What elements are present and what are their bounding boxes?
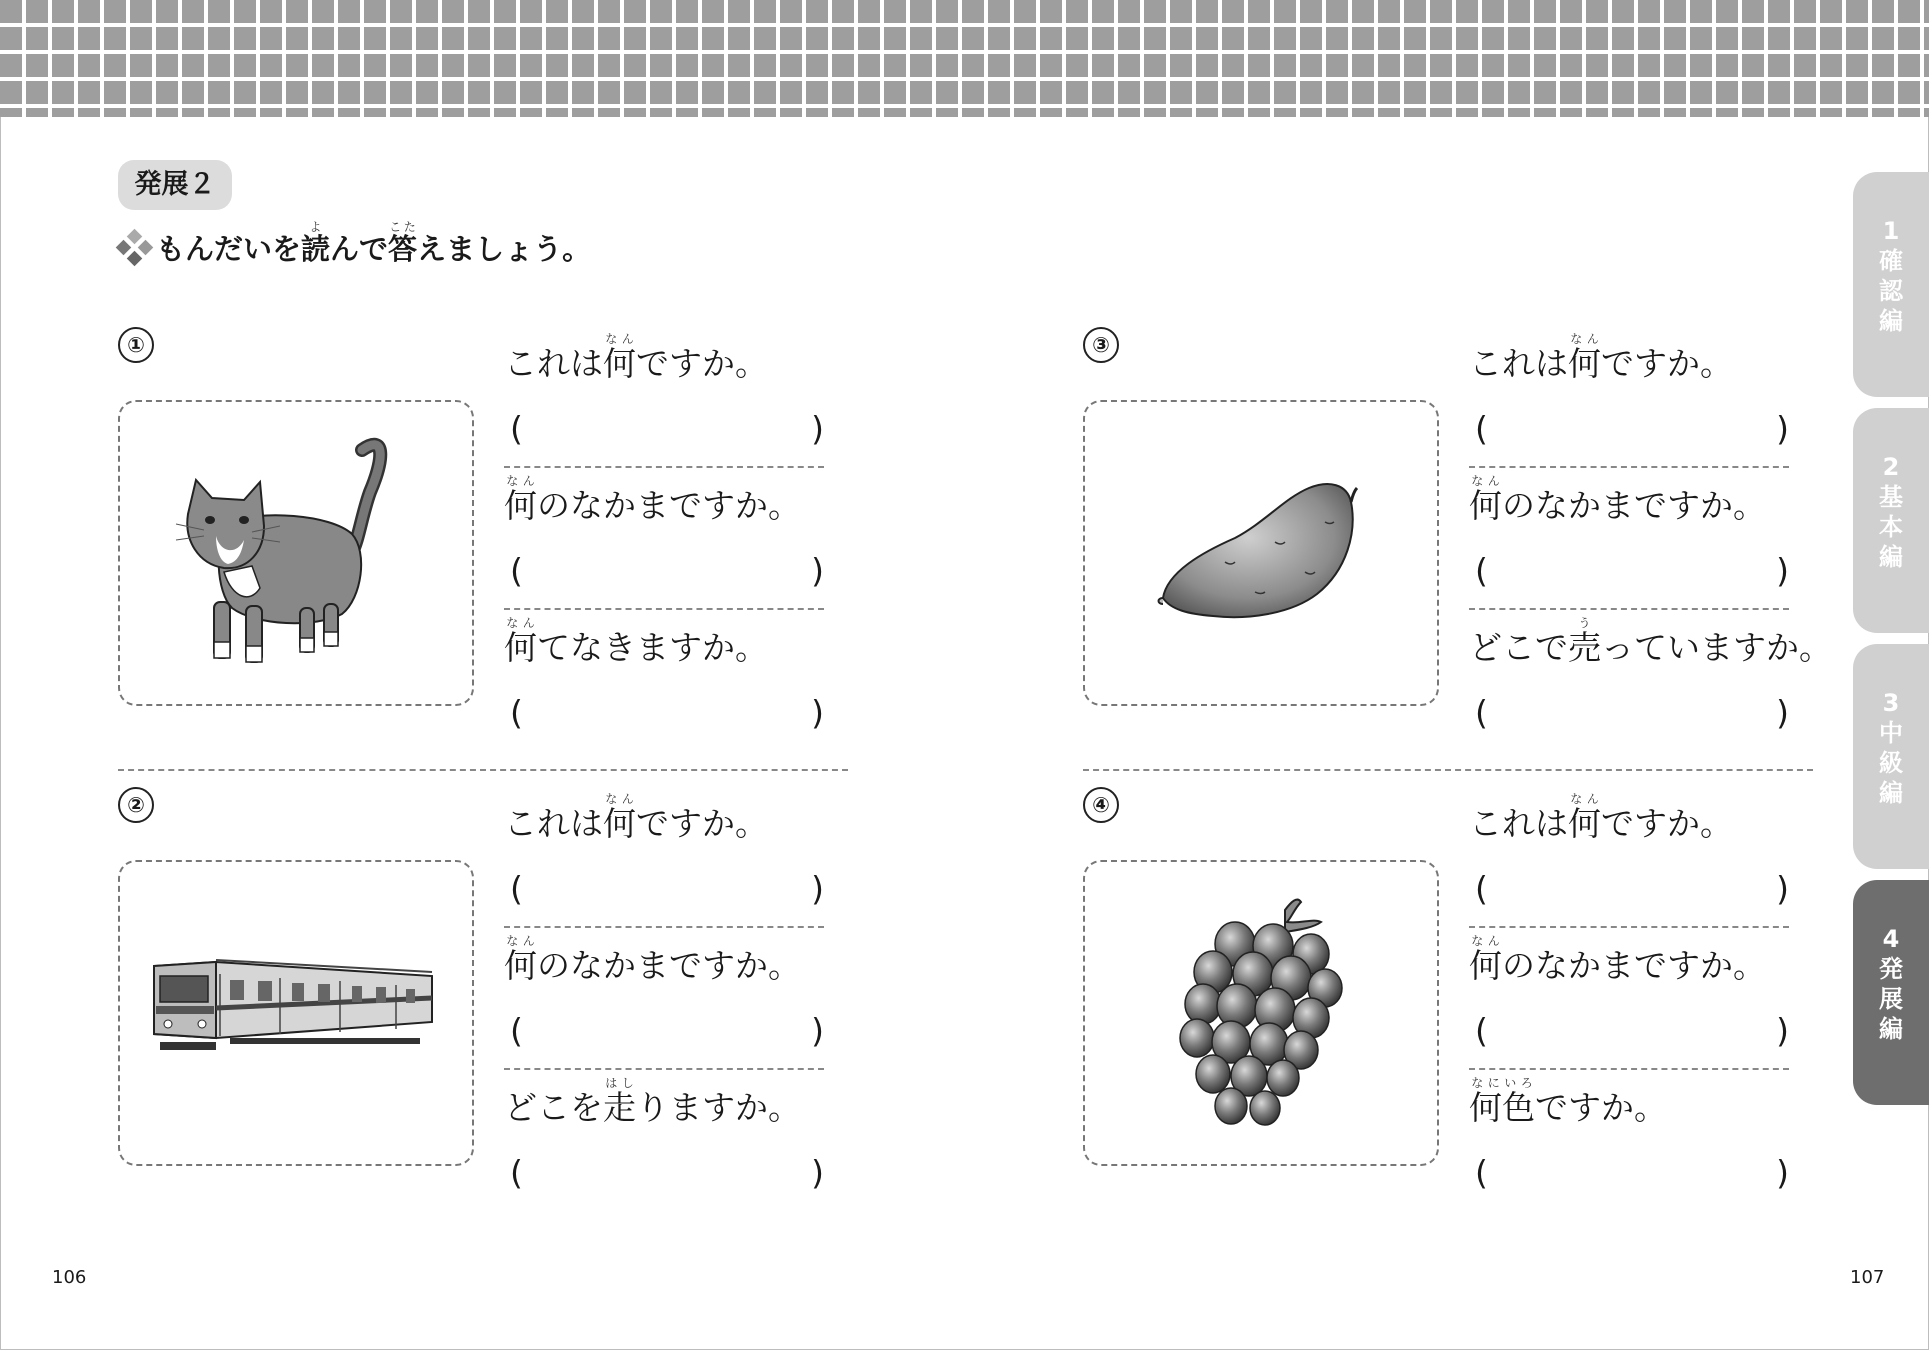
answer-separator <box>1469 466 1789 468</box>
tab-chapter-1[interactable]: 1 確 認 編 <box>1853 172 1929 397</box>
answer-blank-3[interactable]: ( ) <box>510 693 824 732</box>
question-3: 何なんてなきますか。 <box>504 616 768 667</box>
picture-box <box>118 400 474 706</box>
answer-blank-1[interactable]: ( ) <box>510 409 824 448</box>
answer-blank-2[interactable]: ( ) <box>1475 551 1789 590</box>
problem-4 <box>1083 782 1929 1242</box>
answer-separator <box>504 926 824 928</box>
question-2: 何なんのなかまですか。 <box>1469 474 1766 525</box>
sweet-potato-illustration <box>1085 402 1437 704</box>
instruction-kanji-answer: 答こた <box>388 220 418 266</box>
problem-number: ④ <box>1083 787 1119 823</box>
answer-separator <box>504 466 824 468</box>
problem-1 <box>118 322 1078 782</box>
answer-blank-3[interactable]: ( ) <box>510 1153 824 1192</box>
problem-number: ③ <box>1083 327 1119 363</box>
problem-number: ② <box>118 787 154 823</box>
question-1: これは何なんですか。 <box>1469 792 1733 843</box>
question-2: 何なんのなかまですか。 <box>504 474 801 525</box>
page-number-left: 106 <box>52 1267 87 1288</box>
instruction-kanji-read: 読よ <box>301 220 331 266</box>
instruction-text-1: もんだいを <box>156 232 302 266</box>
question-2: 何なんのなかまですか。 <box>504 934 801 985</box>
page-number-right: 107 <box>1850 1267 1885 1288</box>
answer-separator <box>504 608 824 610</box>
answer-blank-2[interactable]: ( ) <box>1475 1011 1789 1050</box>
picture-box <box>118 860 474 1166</box>
answer-separator <box>1469 926 1789 928</box>
picture-box <box>1083 860 1439 1166</box>
question-3: どこで売うっていますか。 <box>1469 616 1832 667</box>
tab-chapter-4[interactable]: 4 発 展 編 <box>1853 880 1929 1105</box>
question-3: どこを走はしりますか。 <box>504 1076 801 1127</box>
tab-chapter-3[interactable]: 3 中 級 編 <box>1853 644 1929 869</box>
answer-blank-2[interactable]: ( ) <box>510 551 824 590</box>
answer-blank-3[interactable]: ( ) <box>1475 693 1789 732</box>
answer-separator <box>1469 1068 1789 1070</box>
problem-separator-left <box>118 769 848 771</box>
instruction <box>118 220 591 276</box>
instruction-text-2: んで <box>330 232 389 266</box>
question-1: これは何なんですか。 <box>504 332 768 383</box>
problem-2 <box>118 782 1078 1242</box>
question-3: 何色なにいろですか。 <box>1469 1076 1667 1127</box>
problem-3 <box>1083 322 1929 782</box>
problem-separator-right <box>1083 769 1813 771</box>
tab-chapter-2[interactable]: 2 基 本 編 <box>1853 408 1929 633</box>
header-grid-band <box>0 0 1929 117</box>
answer-separator <box>1469 608 1789 610</box>
question-1: これは何なんですか。 <box>504 792 768 843</box>
answer-blank-1[interactable]: ( ) <box>1475 409 1789 448</box>
section-badge: 発展２ <box>118 160 232 210</box>
answer-separator <box>504 1068 824 1070</box>
question-1: これは何なんですか。 <box>1469 332 1733 383</box>
grapes-illustration <box>1085 862 1437 1164</box>
answer-blank-3[interactable]: ( ) <box>1475 1153 1789 1192</box>
instruction-text-3: えましょう。 <box>417 232 592 266</box>
problem-number: ① <box>118 327 154 363</box>
answer-blank-1[interactable]: ( ) <box>510 869 824 908</box>
sparkle-icon <box>118 231 152 265</box>
answer-blank-2[interactable]: ( ) <box>510 1011 824 1050</box>
answer-blank-1[interactable]: ( ) <box>1475 869 1789 908</box>
picture-box <box>1083 400 1439 706</box>
cat-illustration <box>120 402 472 704</box>
question-2: 何なんのなかまですか。 <box>1469 934 1766 985</box>
train-illustration <box>120 862 472 1164</box>
